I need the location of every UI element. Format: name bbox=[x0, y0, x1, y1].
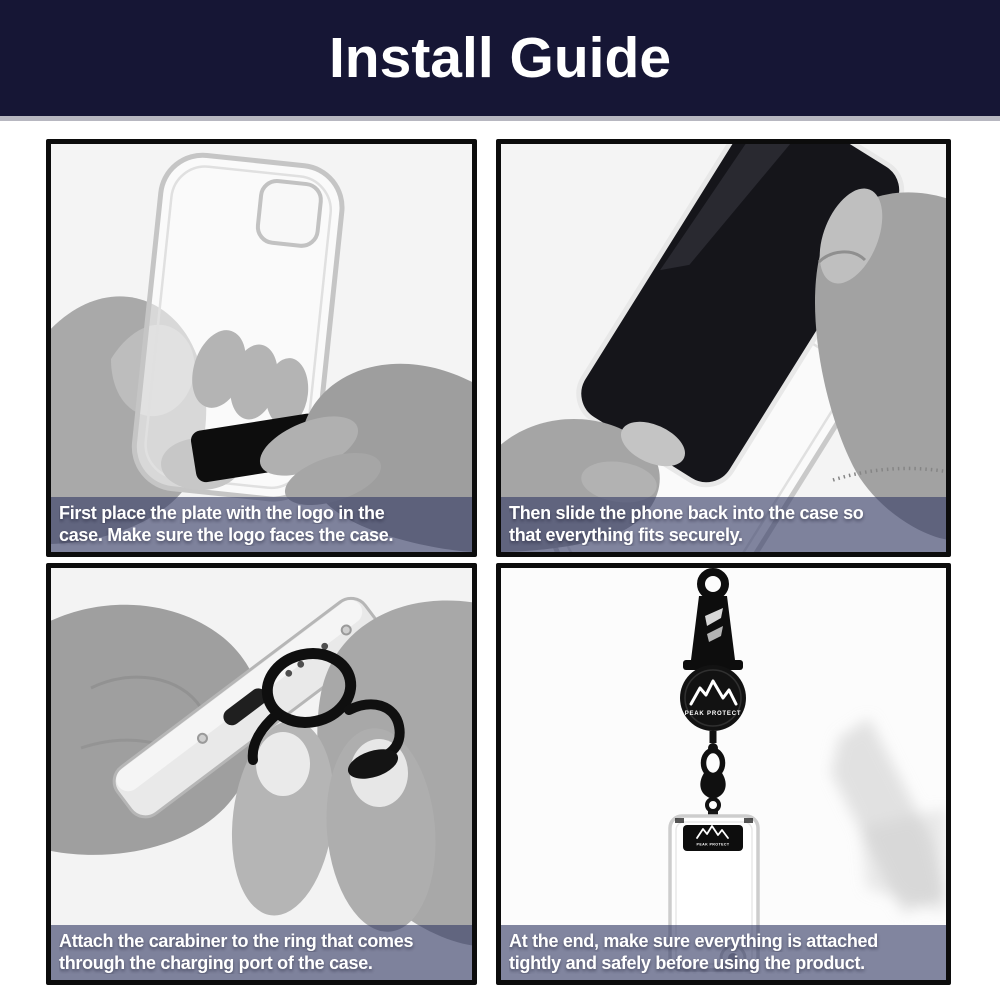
page-title: Install Guide bbox=[328, 26, 672, 90]
caption-line-2: case. Make sure the logo faces the case. bbox=[59, 525, 394, 545]
caption-line-2: that everything fits securely. bbox=[509, 525, 743, 545]
brand-text-plate: PEAK PROTECT bbox=[696, 842, 730, 847]
step-caption-4 bbox=[501, 925, 946, 980]
logo-disc bbox=[680, 665, 746, 731]
step-caption-2 bbox=[501, 497, 946, 552]
cord bbox=[710, 731, 717, 743]
caption-line-1: Then slide the phone back into the case so bbox=[509, 503, 864, 523]
step-panel-3 bbox=[46, 563, 477, 985]
step-panel-2 bbox=[496, 139, 951, 557]
header-divider bbox=[0, 116, 1000, 121]
caption-line-1: Attach the carabiner to the ring that comes bbox=[59, 931, 414, 951]
header-banner bbox=[0, 0, 1000, 116]
step-panel-1 bbox=[46, 139, 477, 557]
step-photo-4-final-product bbox=[501, 568, 946, 980]
step-caption-1 bbox=[51, 497, 472, 552]
step-panel-4 bbox=[496, 563, 951, 985]
camera-cutout bbox=[256, 179, 322, 247]
caption-line-1: First place the plate with the logo in the bbox=[59, 503, 385, 523]
brand-text-disc: PEAK PROTECT bbox=[684, 711, 742, 717]
step-photo-1-plate-into-case bbox=[51, 144, 472, 552]
caption-line-2: through the charging port of the case. bbox=[59, 953, 373, 973]
step-photo-2-phone-into-case bbox=[501, 144, 946, 552]
step-photo-3-attach-carabiner bbox=[51, 568, 472, 980]
thumbnail bbox=[256, 732, 310, 796]
step-caption-3 bbox=[51, 925, 472, 980]
caption-line-1: At the end, make sure everything is attached bbox=[509, 931, 878, 951]
caption-line-2: tightly and safely before using the product. bbox=[509, 953, 865, 973]
